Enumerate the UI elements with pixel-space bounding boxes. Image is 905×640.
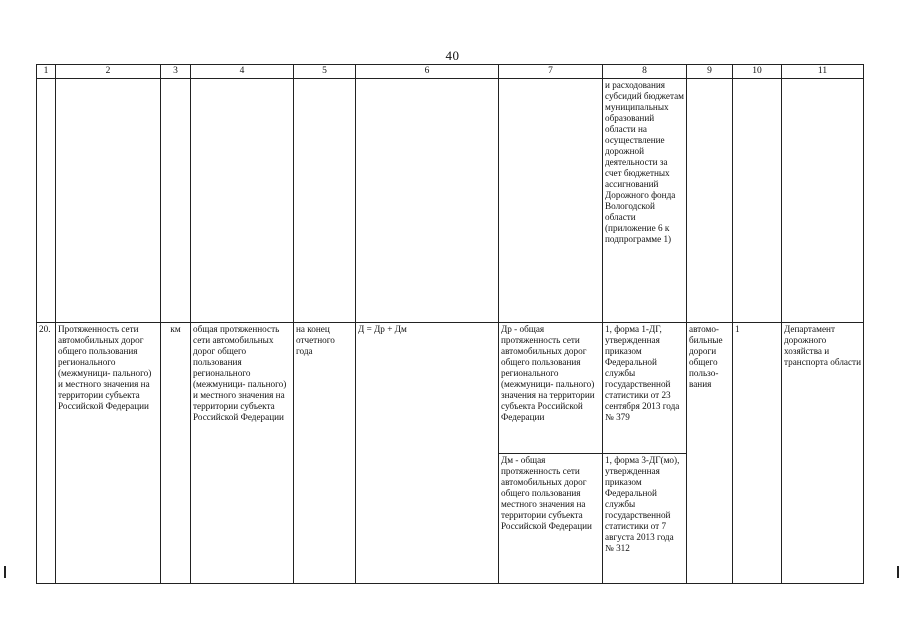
header-cell-6: 6 (356, 65, 499, 79)
cont-cell-3 (161, 79, 191, 323)
table-row-20 (37, 322, 864, 454)
header-row (37, 65, 864, 79)
responsible-cell: Департамент дорожного хозяйства и транспорта области (782, 322, 864, 583)
cont-cell-2 (56, 79, 161, 323)
formula-cell: Д = Др + Дм (356, 322, 499, 583)
cont-cell-8-text: и расходования субсидий бюджетам муниципальных образований области на осуществление дорожной деятельности за счет бюджетных ассигнований Дорожного фонда Вологодской области (приложение 6 к подпрограмме 1) (603, 79, 687, 323)
method-cell: 1 (733, 322, 782, 583)
cont-cell-10 (733, 79, 782, 323)
header-cell-5: 5 (294, 65, 356, 79)
continuation-row (37, 79, 864, 323)
header-cell-9: 9 (687, 65, 733, 79)
cont-cell-9 (687, 79, 733, 323)
scan-edge-mark-left (4, 566, 6, 578)
indicator-name: Протяженность сети автомобильных дорог общего пользования регионального (межмуници- пального) и местного значения на территории субъекта Российской Федерации (56, 322, 161, 583)
header-cell-3: 3 (161, 65, 191, 79)
row-number: 20. (37, 322, 56, 583)
unit-cell: км (161, 322, 191, 583)
header-cell-2: 2 (56, 65, 161, 79)
period-cell: на конец отчетного года (294, 322, 356, 583)
source-dm-cell: 1, форма 3-ДГ(мо), утвержденная приказом Федеральной службы государственной статистики от 7 августа 2013 года № 312 (603, 454, 687, 584)
cont-cell-4 (191, 79, 294, 323)
header-cell-10: 10 (733, 65, 782, 79)
cont-cell-7 (499, 79, 603, 323)
header-cell-8: 8 (603, 65, 687, 79)
header-cell-11: 11 (782, 65, 864, 79)
definition-cell: общая протяженность сети автомобильных дорог общего пользования регионального (межмуници- пального) и местного значения на территории субъекта Российской Федерации (191, 322, 294, 583)
header-cell-1: 1 (37, 65, 56, 79)
object-cell: автомо- бильные дороги общего пользо- вания (687, 322, 733, 583)
cont-cell-11 (782, 79, 864, 323)
header-cell-7: 7 (499, 65, 603, 79)
cont-cell-5 (294, 79, 356, 323)
indicator-table (36, 64, 864, 584)
scan-edge-mark-right (897, 566, 899, 578)
cont-cell-1 (37, 79, 56, 323)
source-dr-cell: 1, форма 1-ДГ, утвержденная приказом Федеральной службы государственной статистики от 23 сентября 2013 года № 379 (603, 322, 687, 454)
header-cell-4: 4 (191, 65, 294, 79)
cont-cell-6 (356, 79, 499, 323)
component-dm-cell: Дм - общая протяженность сети автомобильных дорог общего пользования местного значения на территории субъекта Российской Федерации (499, 454, 603, 584)
component-dr-cell: Др - общая протяженность сети автомобильных дорог общего пользования регионального (межмуници- пального) значения на территории субъекта Российской Федерации (499, 322, 603, 454)
page-number: 40 (445, 48, 460, 63)
